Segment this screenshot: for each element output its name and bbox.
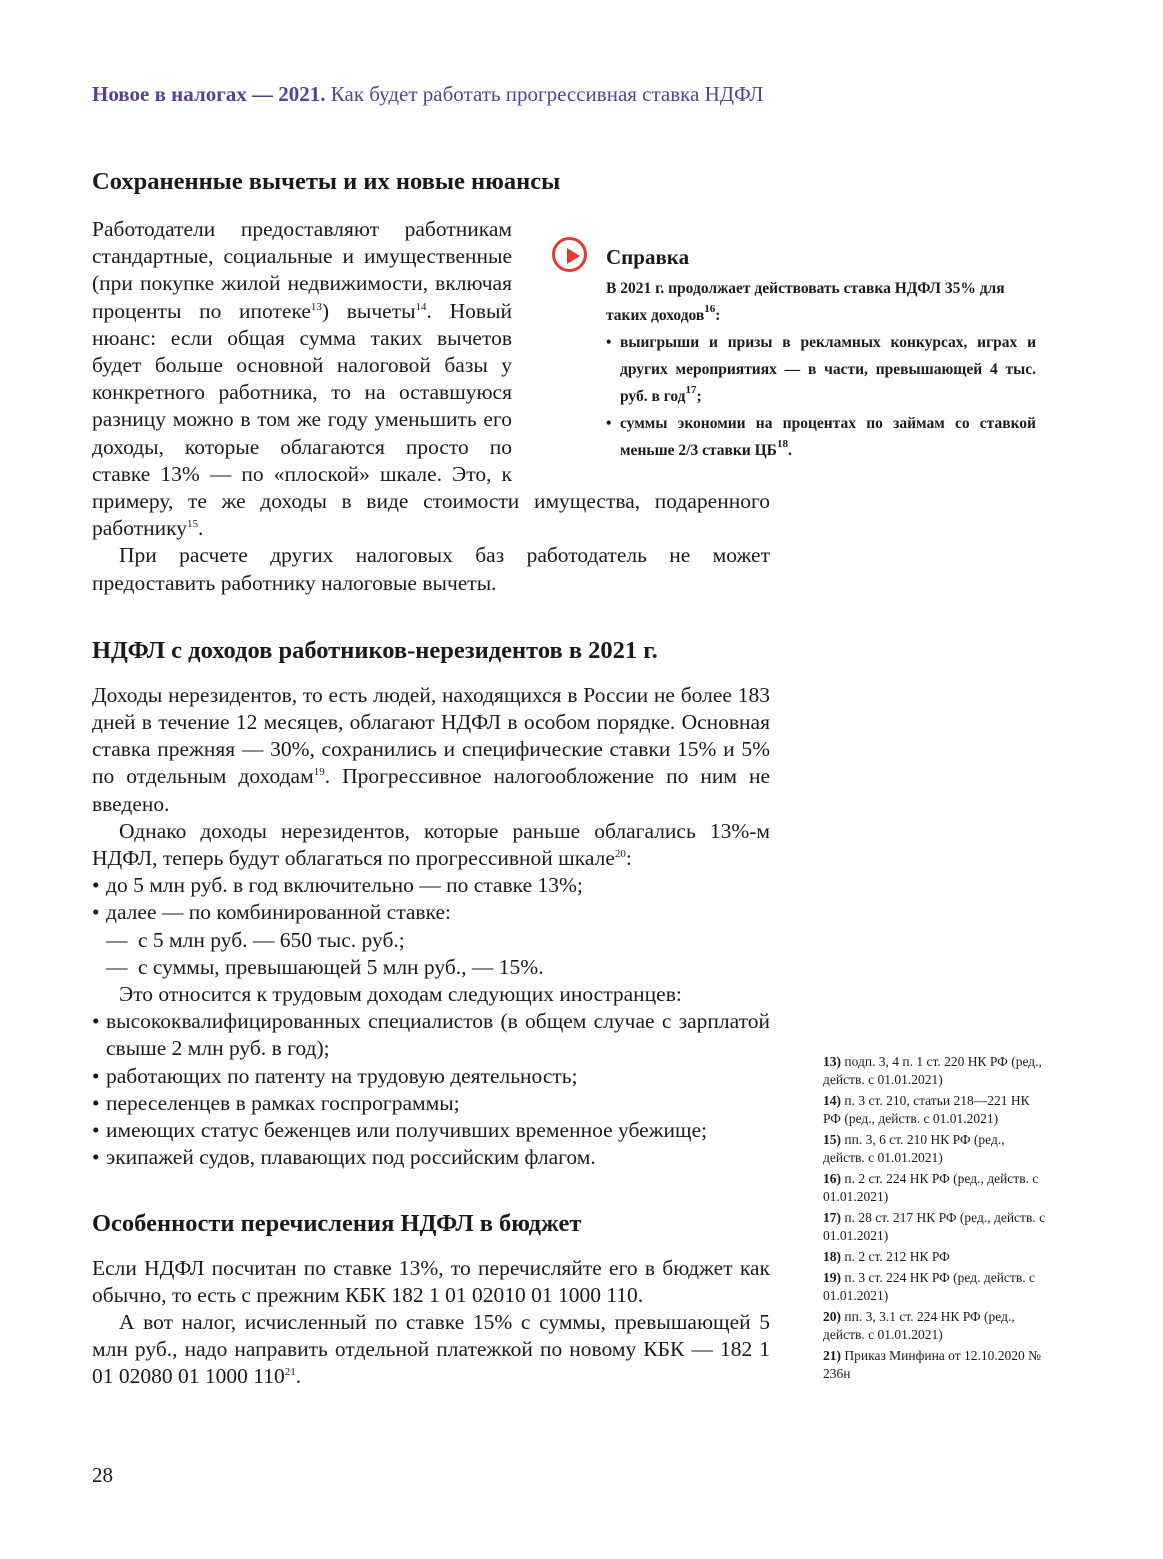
play-circle-icon (552, 237, 587, 272)
footnote-ref[interactable]: 15 (187, 518, 198, 531)
list-item: • переселенцев в рамках госпрограммы; (92, 1090, 770, 1117)
footnote: 20) пп. 3, 3.1 ст. 224 НК РФ (ред., действ. с 01.01.2021) (823, 1309, 1015, 1342)
paragraph: А вот налог, исчисленный по ставке 15% с суммы, превышающей 5 млн руб., надо направить отдельной платежкой по новому КБК — 182 1 01 02080 01 1000 $110^{21}$. (92, 1309, 770, 1389)
page-number: 28 (92, 1463, 113, 1487)
section-heading-deductions: Сохраненные вычеты и их новые нюансы (92, 168, 561, 195)
running-header-title: Как будет работать прогрессивная ставка НДФЛ (330, 82, 764, 106)
list-item: • экипажей судов, плавающих под российским флагом. (92, 1144, 770, 1171)
footnote: 15) пп. 3, 6 ст. 210 НК РФ (ред., действ. с 01.01.2021) (823, 1132, 1005, 1165)
footnote: 18) п. 2 ст. 212 НК РФ (823, 1249, 950, 1264)
footnote-ref[interactable]: 17 (685, 384, 697, 396)
footnote: 13) подп. 3, 4 п. 1 ст. 220 НК РФ (ред., действ. с 01.01.2021) (823, 1054, 1042, 1087)
footnote-ref[interactable]: 13 (310, 300, 322, 313)
paragraph: Однако доходы нерезидентов, которые раньше облагались 13%-м НДФЛ, теперь будут облагаться по прогрессивной шкале$^{20}$: (92, 818, 770, 871)
section-heading-nonresidents: НДФЛ с доходов работников-нерезидентов в 2021 г. (92, 636, 658, 664)
bullet-list (92, 1008, 770, 1171)
list-item: • далее — по комбинированной ставке: (92, 899, 770, 926)
list-item: • выигрыши и призы в рекламных конкурсах, играх и других мероприятиях — в части, превышающей 4 тыс. руб. в год$^{17}$; (606, 329, 1036, 410)
footnote-ref[interactable]: 21 (284, 1366, 296, 1379)
section-heading-payment: Особенности перечисления НДФЛ в бюджет (92, 1209, 582, 1237)
running-header (92, 82, 763, 107)
footnote-ref[interactable]: 18 (776, 438, 788, 450)
running-header-bold: Новое в налогах — 2021. (92, 82, 326, 106)
dash-list (92, 927, 770, 981)
list-item: • имеющих статус беженцев или получивших временное убежище; (92, 1117, 770, 1144)
note-title: Справка (606, 245, 690, 269)
list-item: • высококвалифицированных специалистов (в общем случае с зарплатой свыше 2 млн руб. в год); (92, 1008, 770, 1062)
footnotes (823, 1053, 1048, 1386)
footnote: 16) п. 2 ст. 224 НК РФ (ред., действ. с 01.01.2021) (823, 1171, 1039, 1204)
paragraph: При расчете других налоговых баз работодатель не может предоставить работнику налоговые вычеты. (92, 543, 770, 595)
bullet-list (92, 872, 770, 926)
footnote: 21) Приказ Минфина от 12.10.2020 № 236н (823, 1348, 1042, 1381)
footnote-ref[interactable]: 14 (415, 300, 427, 313)
paragraph: Доходы нерезидентов, то есть людей, находящихся в России не более 183 дней в течение 12 месяцев, облагают НДФЛ в особом порядке. Основная ставка прежняя — 30%, сохранились и специфические ставки 15% и 5% по отдельным доходам$^{19}$. Прогрессивное налогообложение по ним не введено. (92, 682, 770, 816)
footnote: 19) п. 3 ст. 224 НК РФ (ред. действ. с 01.01.2021) (823, 1270, 1035, 1303)
note-list (606, 329, 1036, 464)
footnote: 14) п. 3 ст. 210, статьи 218—221 НК РФ (ред., действ. с 01.01.2021) (823, 1093, 1030, 1126)
paragraph: Работодатели предоставляют работникам стандартные, социальные и имущественные (при покупке жилой недвижимости, включая проценты по ипотеке$^{13}$) вычеты$^{14}$. Новый нюанс: если общая сумма таких вычетов будет больше основной налоговой базы у конкретного работника, то на оставшуюся разницу можно в том же году уменьшить его доходы, которые облагаются просто по ставке 13% — по «плоской» шкале. Это, к примеру, те же доходы в виде стоимости имущества, подаренного работнику$^{15}$. (92, 217, 770, 541)
footnote-ref[interactable]: 16 (704, 303, 716, 315)
list-item: — с 5 млн руб. — 650 тыс. руб.; (92, 927, 770, 954)
list-item: • до 5 млн руб. в год включительно — по ставке 13%; (92, 872, 770, 899)
paragraph: Если НДФЛ посчитан по ставке 13%, то перечисляйте его в бюджет как обычно, то есть с прежним КБК 182 1 01 02010 01 1000 110. (92, 1255, 770, 1307)
list-item: • работающих по патенту на трудовую деятельность; (92, 1063, 770, 1090)
footnote-ref[interactable]: 19 (313, 766, 325, 779)
footnote: 17) п. 28 ст. 217 НК РФ (ред., действ. с 01.01.2021) (823, 1210, 1046, 1243)
list-item: • суммы экономии на процентах по займам со ставкой меньше 2/3 ставки ЦБ$^{18}$. (606, 410, 1036, 464)
note-intro: В 2021 г. продолжает действовать ставка НДФЛ 35% для таких доходов$^{16}$: (606, 280, 1005, 324)
list-item: — с суммы, превышающей 5 млн руб., — 15%. (92, 954, 770, 981)
note-body (606, 275, 1036, 464)
paragraph: Это относится к трудовым доходам следующих иностранцев: (119, 982, 682, 1007)
footnote-ref[interactable]: 20 (614, 848, 626, 861)
